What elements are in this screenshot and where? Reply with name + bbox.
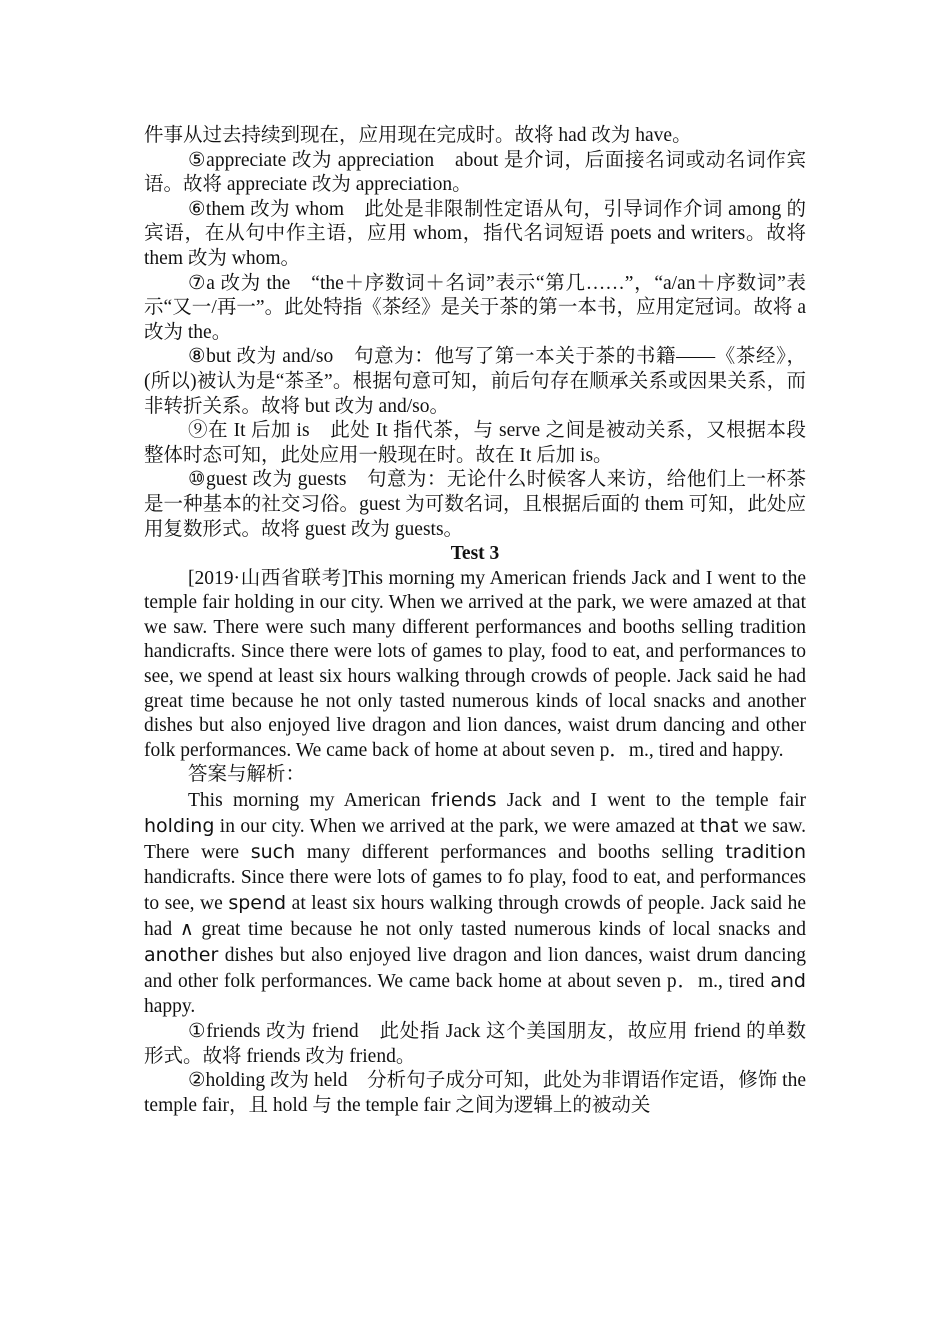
- passage-segment: This morning my American: [188, 790, 432, 812]
- correction-mark-6: spend: [228, 892, 287, 915]
- section-title: Test 3: [450, 543, 500, 565]
- passage-segment: in our city. When we arrived at the park, we were amazed at: [214, 815, 700, 837]
- explanation-continued: 件事从过去持续到现在，应用现在完成时。故将 had 改为 have。: [144, 125, 692, 146]
- test-passage: [144, 567, 806, 764]
- passage-segment: great time because he not only tasted numerous kinds of local snacks and: [193, 919, 807, 941]
- explanation-2: ②holding 改为 held 分析句子成分可知，此处为非谓语作定语，修饰 the temple fair，且 hold 与 the temple fair 之间为逻辑上的被动关: [144, 1070, 806, 1116]
- corrected-passage: [144, 788, 806, 1020]
- passage-segment: we saw. There were: [144, 815, 807, 863]
- passage-text: This morning my American friends Jack and I went to the temple fair holding in our city. When we arrived at the park, we were amazed at that we saw. There were such many different performances and booths selling tradition handicrafts. Since there were lots of games to play, food to eat, and performances to see, we spend at least six hours walking through crowds of people. Jack said he had great time because he not only tasted numerous kinds of local snacks and another dishes but also enjoyed live dragon and lion dances, waist drum dancing and other folk performances. We came back of home at about seven p．m., tired and happy.: [144, 567, 806, 761]
- explanation-10: ⑩guest 改为 guests 句意为：无论什么时候客人来访，给他们上一杯茶是一种基本的社交习俗。guest 为可数名词，且根据后面的 them 可知，此处应用复数形式。故将 guest 改为 guests。: [144, 469, 806, 540]
- correction-mark-3: that: [699, 814, 739, 837]
- explanation-7: ⑦a 改为 the “the＋序数词＋名词”表示“第几……”，“a/an＋序数词”表示“又一/再一”。此处特指《茶经》是关于茶的第一本书，应用定冠词。故将 a 改为 the。: [144, 272, 806, 343]
- explanation-5: ⑤appreciate 改为 appreciation about 是介词，后面接名词或动名词作宾语。故将 appreciate 改为 appreciation。: [144, 149, 806, 196]
- document-page: [144, 124, 806, 1119]
- correction-mark-1: friends: [431, 789, 497, 812]
- explanation-1: ①friends 改为 friend 此处指 Jack 这个美国朋友，故应用 friend 的单数形式。故将 friends 改为 friend。: [144, 1021, 806, 1067]
- insertion-mark-7: ∧: [179, 918, 194, 941]
- passage-segment: happy.: [144, 996, 196, 1018]
- explanation-8: ⑧but 改为 and/so 句意为：他写了第一本关于茶的书籍——《茶经》，(所以)被认为是“茶圣”。根据句意可知，前后句存在顺承关系或因果关系，而非转折关系。故将 but 改为 and/so。: [144, 346, 806, 417]
- passage-segment: many different performances and booths selling: [295, 841, 726, 863]
- passage-source: [2019·山西省联考]: [188, 567, 349, 589]
- passage-segment: handicrafts. Since there were lots of games to fo play, food to eat, and performances to see, we: [144, 867, 806, 915]
- correction-mark-4: such: [250, 840, 296, 863]
- answer-heading: 答案与解析：: [188, 764, 306, 786]
- correction-mark-9: and: [770, 969, 806, 992]
- correction-mark-8: another: [144, 943, 219, 966]
- passage-segment: dishes but also enjoyed live dragon and lion dances, waist drum dancing and other folk performances. We came back home at about seven p．m., tired: [144, 944, 806, 992]
- correction-mark-2: holding: [144, 814, 215, 837]
- passage-segment: Jack and I went to the temple fair: [496, 790, 806, 812]
- explanation-6: ⑥them 改为 whom 此处是非限制性定语从句，引导词作介词 among 的宾语，在从句中作主语，应用 whom，指代名词短语 poets and writers。故将 them 改为 whom。: [144, 198, 806, 269]
- passage-segment: at least six hours walking through crowds of people. Jack said he had: [144, 893, 806, 941]
- correction-mark-5: tradition: [725, 840, 806, 863]
- explanation-9: ⑨在 It 后加 is 此处 It 指代茶，与 serve 之间是被动关系，又根据本段整体时态可知，此处应用一般现在时。故在 It 后加 is。: [144, 420, 806, 466]
